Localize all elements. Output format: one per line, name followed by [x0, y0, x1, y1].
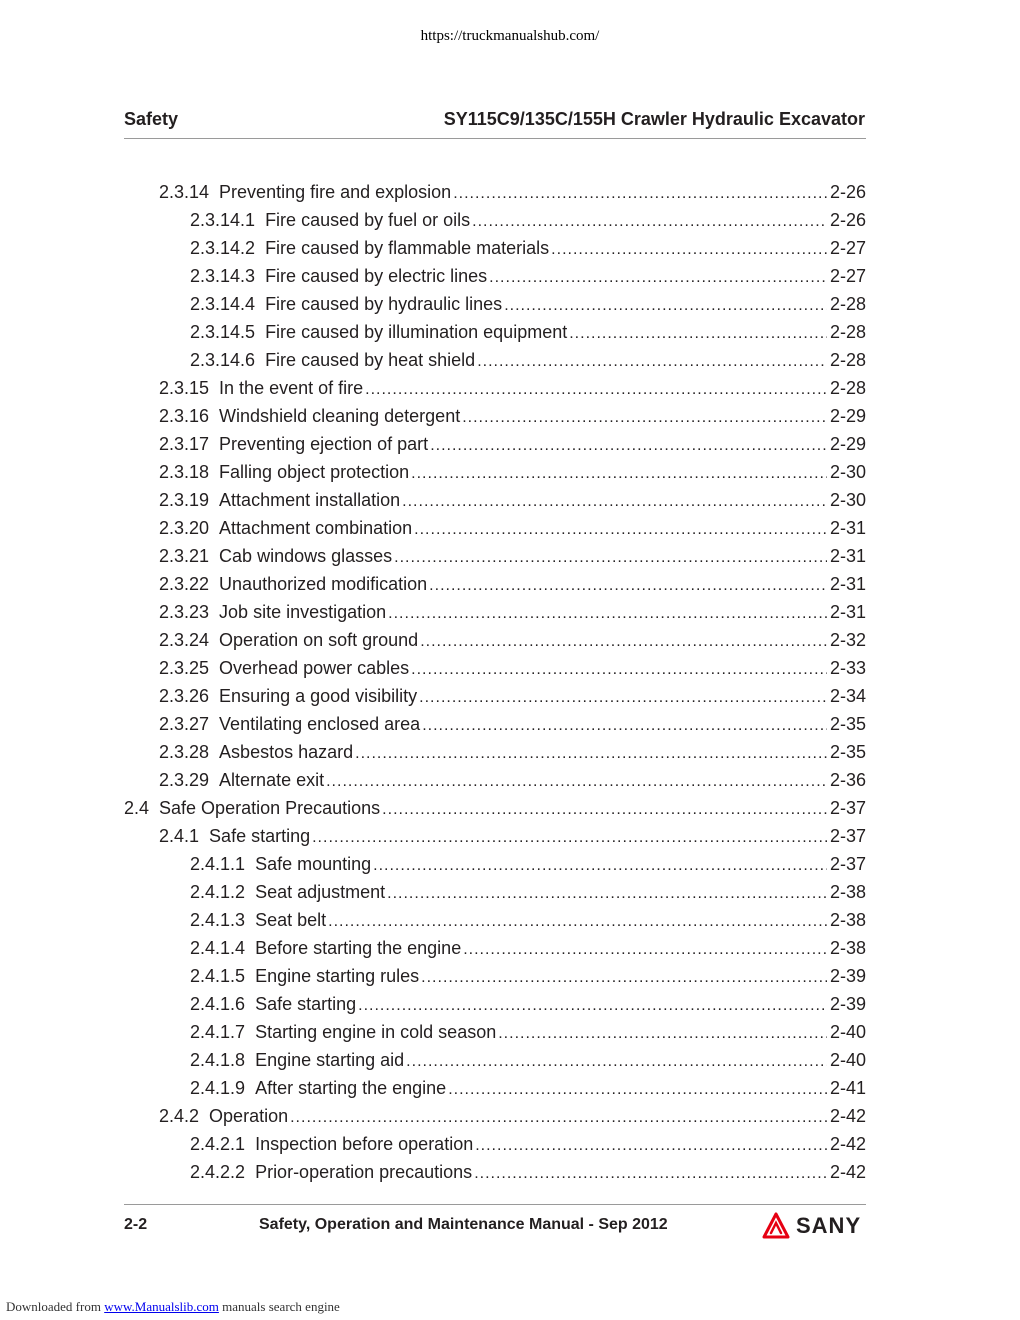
toc-entry[interactable] [0, 626, 866, 654]
toc-entry[interactable] [0, 1102, 866, 1130]
toc-entry-page: 2-40 [829, 1050, 866, 1070]
toc-entry-page: 2-30 [829, 462, 866, 482]
toc-entry-title: Fire caused by fuel or oils [265, 210, 471, 230]
toc-entry-page: 2-28 [829, 294, 866, 314]
toc-entry-title: Fire caused by illumination equipment [265, 322, 568, 342]
toc-entry-number: 2.4.1.8 [190, 1050, 256, 1070]
toc-entry-page: 2-41 [829, 1078, 866, 1098]
toc-entry[interactable] [0, 542, 866, 570]
toc-leader-dots [358, 992, 827, 1018]
toc-entry-number: 2.4.2 [159, 1106, 210, 1126]
toc-entry-page: 2-28 [829, 322, 866, 342]
toc-entry[interactable] [0, 178, 866, 206]
toc-entry-number: 2.3.14.3 [190, 266, 266, 286]
toc-entry-number: 2.4.2.1 [190, 1134, 256, 1154]
toc-entry-number: 2.3.14.5 [190, 322, 266, 342]
toc-entry-page: 2-30 [829, 490, 866, 510]
header-divider [124, 138, 866, 139]
toc-leader-dots [551, 236, 827, 262]
toc-entry-number: 2.3.17 [159, 434, 220, 454]
toc-entry-number: 2.3.14.6 [190, 350, 266, 370]
toc-entry-number: 2.3.24 [159, 630, 220, 650]
toc-entry-title: Overhead power cables [219, 658, 410, 678]
toc-entry-title: Alternate exit [219, 770, 325, 790]
toc-entry[interactable] [0, 486, 866, 514]
toc-entry-number: 2.3.26 [159, 686, 220, 706]
toc-leader-dots [475, 1132, 827, 1158]
footer-page-number: 2-2 [124, 1216, 148, 1233]
toc-entry-title: Safe Operation Precautions [159, 798, 381, 818]
toc-entry-title: Unauthorized modification [219, 574, 428, 594]
toc-entry[interactable] [0, 598, 866, 626]
toc-leader-dots [569, 320, 827, 346]
toc-entry[interactable] [0, 962, 866, 990]
toc-entry-number: 2.4.1.4 [190, 938, 256, 958]
toc-entry-title: Seat belt [255, 910, 327, 930]
toc-entry-number: 2.4.1.9 [190, 1078, 256, 1098]
toc-entry-page: 2-29 [829, 406, 866, 426]
toc-leader-dots [429, 572, 827, 598]
toc-entry[interactable] [0, 1018, 866, 1046]
toc-leader-dots [453, 180, 827, 206]
toc-entry-title: Inspection before operation [255, 1134, 474, 1154]
toc-entry[interactable] [0, 990, 866, 1018]
download-note-suffix: manuals search engine [218, 1299, 340, 1314]
toc-entry-number: 2.3.14.4 [190, 294, 266, 314]
toc-leader-dots [420, 628, 827, 654]
toc-entry-number: 2.3.16 [159, 406, 220, 426]
toc-leader-dots [498, 1020, 827, 1046]
toc-entry-page: 2-42 [829, 1106, 866, 1126]
manualslib-link[interactable]: www.Manualslib.com [104, 1299, 219, 1314]
toc-entry-title: Safe starting [209, 826, 311, 846]
toc-entry[interactable] [0, 430, 866, 458]
toc-entry-number: 2.4.1 [159, 826, 210, 846]
toc-entry-title: Prior-operation precautions [255, 1162, 473, 1182]
toc-entry[interactable] [0, 822, 866, 850]
toc-entry-page: 2-39 [829, 994, 866, 1014]
table-of-contents [0, 178, 1020, 1186]
toc-entry-page: 2-38 [829, 910, 866, 930]
toc-entry-title: Fire caused by hydraulic lines [265, 294, 503, 314]
toc-leader-dots [474, 1160, 827, 1186]
toc-leader-dots [448, 1076, 827, 1102]
toc-entry[interactable] [0, 682, 866, 710]
toc-entry-page: 2-36 [829, 770, 866, 790]
toc-entry-number: 2.4.1.2 [190, 882, 256, 902]
source-url: https://truckmanualshub.com/ [420, 28, 600, 44]
toc-entry-page: 2-38 [829, 882, 866, 902]
toc-entry[interactable] [0, 766, 866, 794]
toc-leader-dots [414, 516, 827, 542]
toc-leader-dots [365, 376, 827, 402]
toc-entry-number: 2.3.23 [159, 602, 220, 622]
toc-entry-number: 2.3.28 [159, 742, 220, 762]
toc-entry-title: After starting the engine [255, 1078, 447, 1098]
toc-entry-page: 2-35 [829, 714, 866, 734]
toc-entry[interactable] [0, 262, 866, 290]
toc-leader-dots [477, 348, 827, 374]
toc-entry-title: In the event of fire [219, 378, 364, 398]
toc-entry-page: 2-33 [829, 658, 866, 678]
toc-entry-number: 2.3.18 [159, 462, 220, 482]
toc-entry-title: Fire caused by heat shield [265, 350, 476, 370]
toc-entry-title: Starting engine in cold season [255, 1022, 497, 1042]
toc-leader-dots [463, 936, 827, 962]
toc-entry-page: 2-38 [829, 938, 866, 958]
toc-leader-dots [411, 460, 827, 486]
toc-entry-page: 2-28 [829, 378, 866, 398]
toc-entry-title: Ventilating enclosed area [219, 714, 421, 734]
toc-entry-title: Cab windows glasses [219, 546, 393, 566]
toc-entry-number: 2.3.27 [159, 714, 220, 734]
toc-entry[interactable] [0, 654, 866, 682]
toc-leader-dots [312, 824, 827, 850]
footer-title: Safety, Operation and Maintenance Manual - Sep 2012 [259, 1216, 668, 1233]
toc-entry-number: 2.3.29 [159, 770, 220, 790]
toc-entry[interactable] [0, 850, 866, 878]
toc-entry-title: Safe mounting [255, 854, 372, 874]
toc-entry[interactable] [0, 402, 866, 430]
toc-entry-title: Preventing ejection of part [219, 434, 429, 454]
toc-entry[interactable] [0, 1074, 866, 1102]
toc-entry-page: 2-28 [829, 350, 866, 370]
toc-entry-page: 2-37 [829, 826, 866, 846]
toc-entry[interactable] [0, 346, 866, 374]
toc-entry[interactable] [0, 1158, 866, 1186]
toc-leader-dots [430, 432, 827, 458]
toc-entry-title: Windshield cleaning detergent [219, 406, 461, 426]
toc-leader-dots [462, 404, 827, 430]
toc-entry-title: Attachment installation [219, 490, 401, 510]
toc-leader-dots [406, 1048, 827, 1074]
header-section: Safety [124, 109, 179, 129]
toc-entry-page: 2-31 [829, 574, 866, 594]
toc-entry-number: 2.3.22 [159, 574, 220, 594]
toc-leader-dots [422, 712, 827, 738]
toc-entry-number: 2.3.14 [159, 182, 220, 202]
toc-entry[interactable] [0, 234, 866, 262]
toc-leader-dots [388, 600, 827, 626]
toc-entry-page: 2-42 [829, 1162, 866, 1182]
toc-entry[interactable] [0, 206, 866, 234]
toc-entry-page: 2-27 [829, 266, 866, 286]
toc-entry-page: 2-35 [829, 742, 866, 762]
toc-leader-dots [421, 964, 827, 990]
toc-entry-number: 2.3.14.2 [190, 238, 266, 258]
toc-entry-page: 2-37 [829, 854, 866, 874]
toc-entry-page: 2-32 [829, 630, 866, 650]
toc-entry[interactable] [0, 934, 866, 962]
footer-divider [124, 1204, 866, 1205]
toc-entry-title: Attachment combination [219, 518, 413, 538]
toc-entry-title: Before starting the engine [255, 938, 462, 958]
toc-entry-page: 2-37 [829, 798, 866, 818]
toc-leader-dots [328, 908, 827, 934]
download-note [6, 1299, 340, 1315]
sany-logo-icon [762, 1212, 790, 1240]
toc-entry[interactable] [0, 318, 866, 346]
toc-entry-title: Operation [209, 1106, 289, 1126]
toc-entry-number: 2.3.21 [159, 546, 220, 566]
toc-entry[interactable] [0, 374, 866, 402]
toc-leader-dots [489, 264, 827, 290]
download-note-prefix: Downloaded from [6, 1299, 105, 1314]
toc-entry-page: 2-29 [829, 434, 866, 454]
toc-entry-number: 2.4.2.2 [190, 1162, 256, 1182]
header-title: SY115C9/135C/155H Crawler Hydraulic Excavator [443, 109, 865, 129]
toc-entry-number: 2.3.15 [159, 378, 220, 398]
toc-entry-page: 2-39 [829, 966, 866, 986]
toc-entry-page: 2-26 [829, 210, 866, 230]
toc-entry-title: Engine starting aid [255, 1050, 405, 1070]
sany-logo [762, 1210, 867, 1242]
toc-entry-title: Safe starting [255, 994, 357, 1014]
toc-entry-number: 2.4 [124, 798, 160, 818]
toc-leader-dots [373, 852, 827, 878]
toc-leader-dots [402, 488, 827, 514]
toc-entry[interactable] [0, 906, 866, 934]
toc-entry-title: Operation on soft ground [219, 630, 419, 650]
toc-entry[interactable] [0, 1046, 866, 1074]
toc-entry[interactable] [0, 514, 866, 542]
toc-entry-title: Job site investigation [219, 602, 387, 622]
toc-entry-page: 2-27 [829, 238, 866, 258]
toc-entry-page: 2-42 [829, 1134, 866, 1154]
toc-entry-number: 2.4.1.7 [190, 1022, 256, 1042]
toc-entry-page: 2-40 [829, 1022, 866, 1042]
toc-entry[interactable] [0, 290, 866, 318]
toc-entry-number: 2.4.1.6 [190, 994, 256, 1014]
toc-entry-number: 2.4.1.3 [190, 910, 256, 930]
toc-leader-dots [290, 1104, 827, 1130]
toc-entry-number: 2.3.14.1 [190, 210, 266, 230]
toc-leader-dots [394, 544, 827, 570]
toc-entry[interactable] [0, 710, 866, 738]
toc-entry-number: 2.3.20 [159, 518, 220, 538]
toc-leader-dots [355, 740, 827, 766]
toc-entry-title: Falling object protection [219, 462, 410, 482]
toc-leader-dots [382, 796, 827, 822]
toc-entry-page: 2-31 [829, 602, 866, 622]
sany-logo-text: SANY [796, 1213, 862, 1238]
toc-leader-dots [419, 684, 827, 710]
toc-leader-dots [387, 880, 827, 906]
toc-entry-number: 2.4.1.5 [190, 966, 256, 986]
toc-entry[interactable] [0, 794, 866, 822]
toc-entry-page: 2-31 [829, 546, 866, 566]
toc-entry[interactable] [0, 878, 866, 906]
toc-entry-title: Ensuring a good visibility [219, 686, 418, 706]
toc-entry-title: Preventing fire and explosion [219, 182, 452, 202]
toc-entry-title: Asbestos hazard [219, 742, 354, 762]
toc-entry-title: Engine starting rules [255, 966, 420, 986]
toc-entry[interactable] [0, 738, 866, 766]
toc-entry-title: Fire caused by flammable materials [265, 238, 550, 258]
toc-entry-number: 2.4.1.1 [190, 854, 256, 874]
toc-leader-dots [504, 292, 827, 318]
toc-entry[interactable] [0, 570, 866, 598]
toc-entry-page: 2-31 [829, 518, 866, 538]
toc-leader-dots [411, 656, 827, 682]
toc-entry-page: 2-26 [829, 182, 866, 202]
toc-leader-dots [472, 208, 827, 234]
toc-entry-number: 2.3.19 [159, 490, 220, 510]
toc-entry-page: 2-34 [829, 686, 866, 706]
toc-entry[interactable] [0, 1130, 866, 1158]
toc-entry-number: 2.3.25 [159, 658, 220, 678]
toc-entry[interactable] [0, 458, 866, 486]
toc-leader-dots [326, 768, 827, 794]
toc-entry-title: Seat adjustment [255, 882, 386, 902]
toc-entry-title: Fire caused by electric lines [265, 266, 488, 286]
